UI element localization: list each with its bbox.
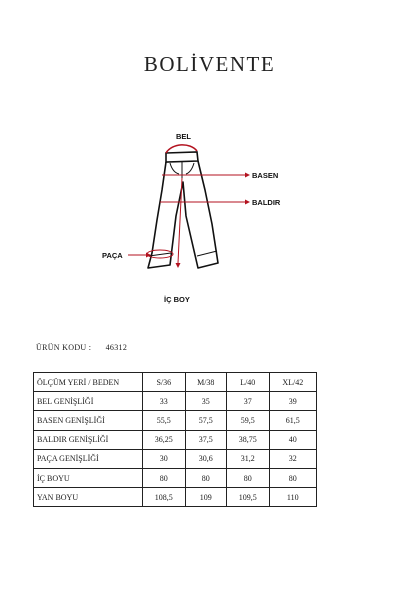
- table-cell: 31,2: [226, 449, 269, 468]
- size-chart-table: [33, 372, 317, 507]
- table-cell: 40: [269, 430, 316, 449]
- pants-measurement-diagram: [0, 120, 419, 310]
- product-code-value: 46312: [105, 343, 128, 352]
- label-basen: BASEN: [252, 171, 279, 180]
- table-cell: 108,5: [143, 488, 186, 507]
- table-cell: 33: [143, 392, 186, 411]
- row-label: YAN BOYU: [34, 488, 143, 507]
- table-cell: 57,5: [185, 411, 226, 430]
- table-cell: 36,25: [143, 430, 186, 449]
- brand-logo: BOLİVENTE: [143, 52, 276, 76]
- pants-illustration: [0, 120, 419, 310]
- table-cell: 32: [269, 449, 316, 468]
- label-ic-boy: İÇ BOY: [164, 295, 190, 304]
- table-row: [34, 411, 317, 430]
- table-cell: 80: [226, 468, 269, 487]
- product-code-line: [36, 343, 127, 352]
- table-cell: 55,5: [143, 411, 186, 430]
- table-cell: 35: [185, 392, 226, 411]
- table-cell: 30: [143, 449, 186, 468]
- table-cell: 80: [269, 468, 316, 487]
- header-cell: S/36: [143, 373, 186, 392]
- header-cell: M/38: [185, 373, 226, 392]
- table-cell: 61,5: [269, 411, 316, 430]
- table-row: [34, 392, 317, 411]
- row-label: İÇ BOYU: [34, 468, 143, 487]
- row-label: BEL GENİŞLİĞİ: [34, 392, 143, 411]
- table-row: [34, 468, 317, 487]
- row-label: BALDIR GENİŞLİĞİ: [34, 430, 143, 449]
- product-code-label: ÜRÜN KODU :: [36, 343, 92, 352]
- table-row: [34, 488, 317, 507]
- header-cell: L/40: [226, 373, 269, 392]
- row-label: PAÇA GENİŞLİĞİ: [34, 449, 143, 468]
- table-cell: 110: [269, 488, 316, 507]
- table-cell: 109,5: [226, 488, 269, 507]
- table-row: [34, 430, 317, 449]
- table-cell: 80: [143, 468, 186, 487]
- table-cell: 37,5: [185, 430, 226, 449]
- table-header-row: [34, 373, 317, 392]
- header-cell: ÖLÇÜM YERİ / BEDEN: [34, 373, 143, 392]
- label-bel: BEL: [176, 132, 191, 141]
- header-cell: XL/42: [269, 373, 316, 392]
- table-cell: 39: [269, 392, 316, 411]
- table-cell: 38,75: [226, 430, 269, 449]
- table-cell: 37: [226, 392, 269, 411]
- table-cell: 109: [185, 488, 226, 507]
- row-label: BASEN GENİŞLİĞİ: [34, 411, 143, 430]
- table-row: [34, 449, 317, 468]
- table-cell: 30,6: [185, 449, 226, 468]
- label-baldir: BALDIR: [252, 198, 281, 207]
- label-paca: PAÇA: [102, 251, 123, 260]
- table-cell: 80: [185, 468, 226, 487]
- table-cell: 59,5: [226, 411, 269, 430]
